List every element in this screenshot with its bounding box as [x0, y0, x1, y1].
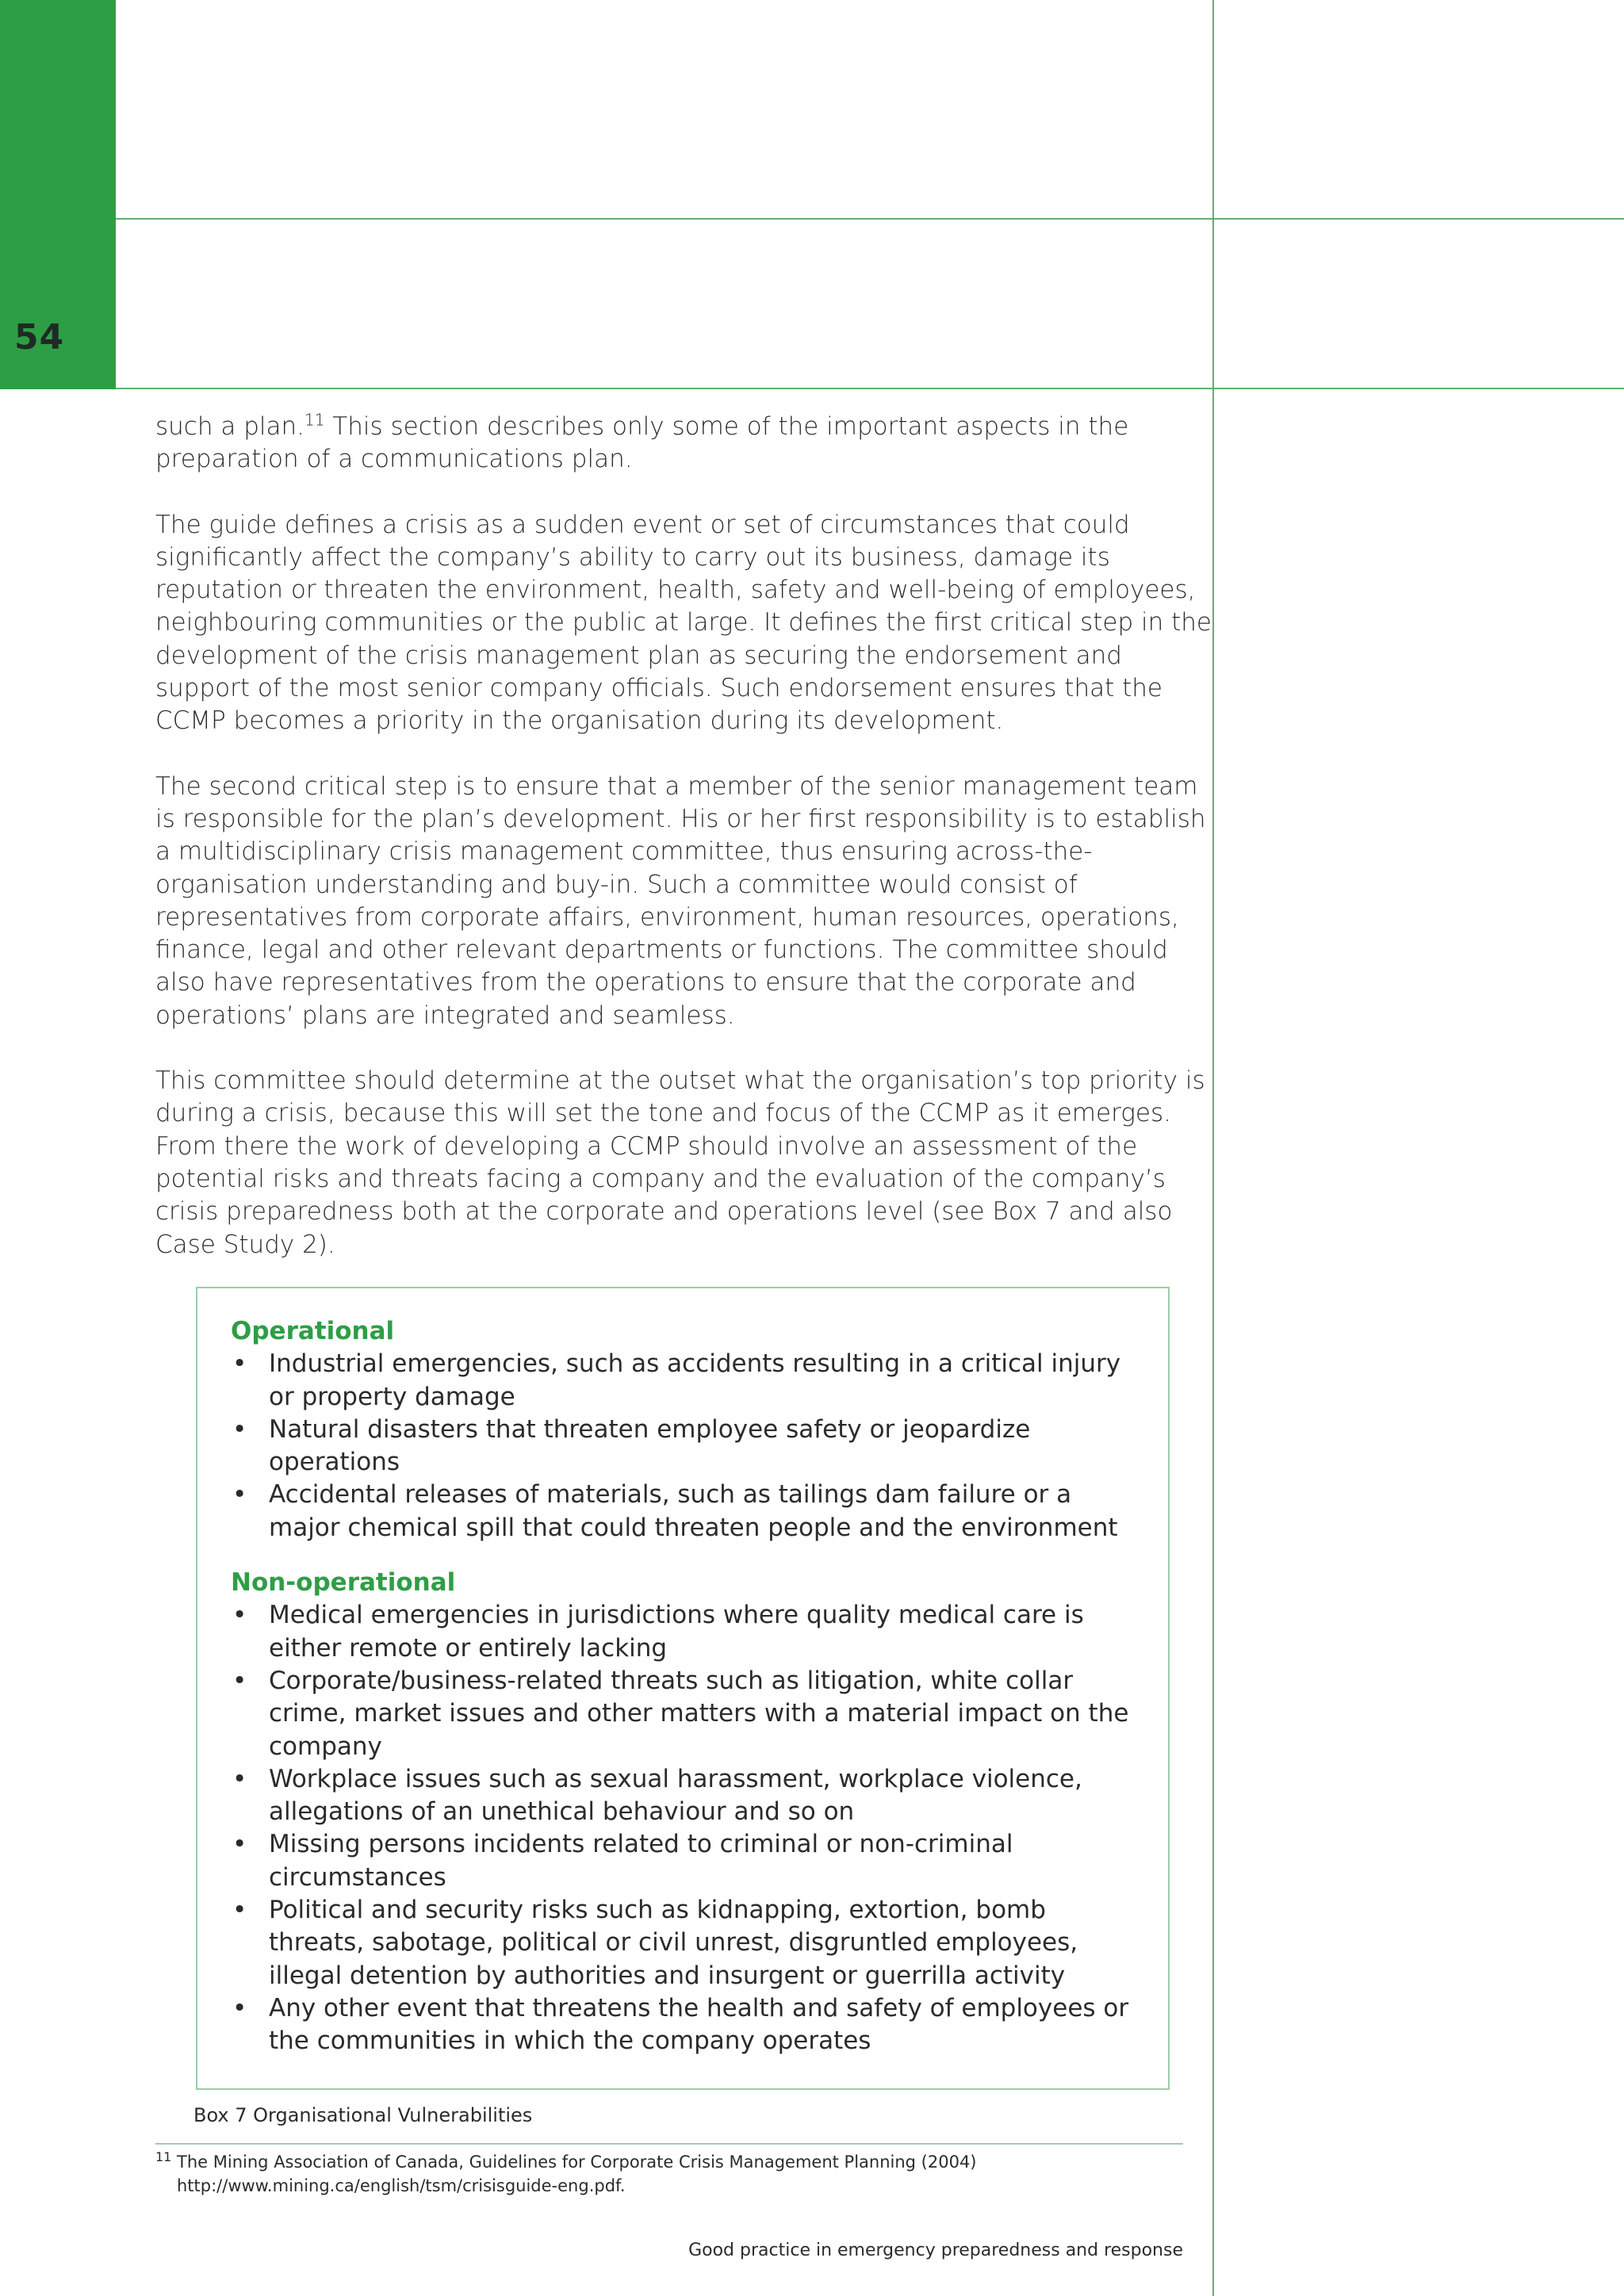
- list-item: [231, 1665, 1143, 1763]
- footnote-reference[interactable]: 11: [304, 410, 325, 430]
- bullet-icon: •: [232, 1414, 247, 1444]
- list-item: [231, 1894, 1143, 1992]
- footnote-divider: [155, 2143, 1183, 2145]
- bullet-icon: •: [232, 1601, 247, 1630]
- box-heading-non-operational: Non-operational: [231, 1568, 456, 1598]
- list-item-text: Missing persons incidents related to criminal or non-criminal circumstances: [269, 1830, 1013, 1892]
- list-item-text: Any other event that threatens the health and safety of employees or the communities in which the company operates: [269, 1993, 1129, 2056]
- bullet-icon: •: [232, 1666, 247, 1695]
- list-item-text: Accidental releases of materials, such as tailings dam failure or a major chemical spill that could threaten people and the environment: [269, 1480, 1118, 1542]
- paragraph-2: The guide defines a crisis as a sudden event or set of circumstances that could significantly affect the company’s ability to carry out its business, damage its reputation or threaten the environment, health, safety and well-being of employees, neighbouring communities or the public at large. It defines the first critical step in the development of the crisis management plan as securing the endorsement and support of the most senior company officials. Such endorsement ensures that the CCMP becomes a priority in the organisation during its development.: [155, 510, 1212, 736]
- list-item: [231, 1348, 1143, 1414]
- box-heading-operational: Operational: [231, 1317, 395, 1345]
- footnote-citation: The Mining Association of Canada, Guidelines for Corporate Crisis Management Planning (2004): [177, 2152, 977, 2172]
- page-number: 54: [14, 317, 65, 358]
- list-item: [231, 1599, 1143, 1665]
- vulnerabilities-box: [196, 1287, 1170, 2090]
- list-item-text: Workplace issues such as sexual harassment, workplace violence, allegations of an unethical behaviour and so on: [269, 1764, 1082, 1827]
- list-item-text: Industrial emergencies, such as accidents resulting in a critical injury or property damage: [269, 1349, 1121, 1411]
- bullet-icon: •: [232, 1480, 247, 1510]
- bullet-icon: •: [232, 1349, 247, 1379]
- footnote-line-1: [155, 2150, 1186, 2174]
- body-text: [155, 411, 1218, 1294]
- header-rule-top: [116, 218, 1624, 220]
- paragraph-4: This committee should determine at the outset what the organisation’s top priority is during a crisis, because this will set the tone and focus of the CCMP as it emerges. From there the work of developing a CCMP should involve an assessment of the potential risks and threats facing a company and the evaluation of the company’s crisis preparedness both at the corporate and operations level (see Box 7 and also Case Study 2).: [155, 1066, 1205, 1259]
- paragraph-1-text-end: This section describes only some of the important aspects in the preparation of a communications plan.: [155, 412, 1129, 474]
- list-item: [231, 1414, 1143, 1479]
- bullet-icon: •: [232, 1993, 247, 2022]
- list-item: [231, 1763, 1143, 1829]
- list-item: [231, 1828, 1143, 1894]
- bullet-icon: •: [232, 1896, 247, 1925]
- non-operational-list: [231, 1599, 1143, 2057]
- bullet-icon: •: [232, 1830, 247, 1859]
- box-content: [231, 1315, 1143, 2080]
- list-item: [231, 1479, 1143, 1544]
- paragraph-3: The second critical step is to ensure that a member of the senior management team is responsible for the plan’s development. His or her first responsibility is to establish a multidisciplinary crisis management committee, thus ensuring across-the-organisation understanding and buy-in. Such a committee would consist of representatives from corporate affairs, environment, human resources, operations, finance, legal and other relevant departments or functions. The committee should also have representatives from the operations to ensure that the corporate and operations’ plans are integrated and seamless.: [155, 771, 1206, 1030]
- list-item-text: Medical emergencies in jurisdictions where quality medical care is either remote or entirely lacking: [269, 1601, 1084, 1663]
- list-item: [231, 1992, 1143, 2058]
- operational-list: [231, 1348, 1143, 1544]
- running-footer: Good practice in emergency preparedness and response: [688, 2241, 1183, 2260]
- header-rule-bottom: [116, 388, 1624, 389]
- bullet-icon: •: [232, 1764, 247, 1793]
- box-caption: Box 7 Organisational Vulnerabilities: [193, 2104, 533, 2126]
- list-item-text: Natural disasters that threaten employee safety or jeopardize operations: [269, 1414, 1031, 1477]
- footnote-url[interactable]: http://www.mining.ca/english/tsm/crisisguide-eng.pdf.: [177, 2176, 626, 2195]
- footnote: [155, 2150, 1186, 2198]
- list-item-text: Political and security risks such as kidnapping, extortion, bomb threats, sabotage, political or civil unrest, disgruntled employees, illegal detention by authorities and insurgent or guerrilla activity: [269, 1896, 1078, 1990]
- paragraph-1: [155, 411, 1218, 476]
- footnote-number: 11: [155, 2149, 172, 2164]
- paragraph-1-text-start: such a plan.: [155, 412, 304, 441]
- list-item-text: Corporate/business-related threats such as litigation, white collar crime, market issues and other matters with a material impact on the company: [269, 1666, 1129, 1761]
